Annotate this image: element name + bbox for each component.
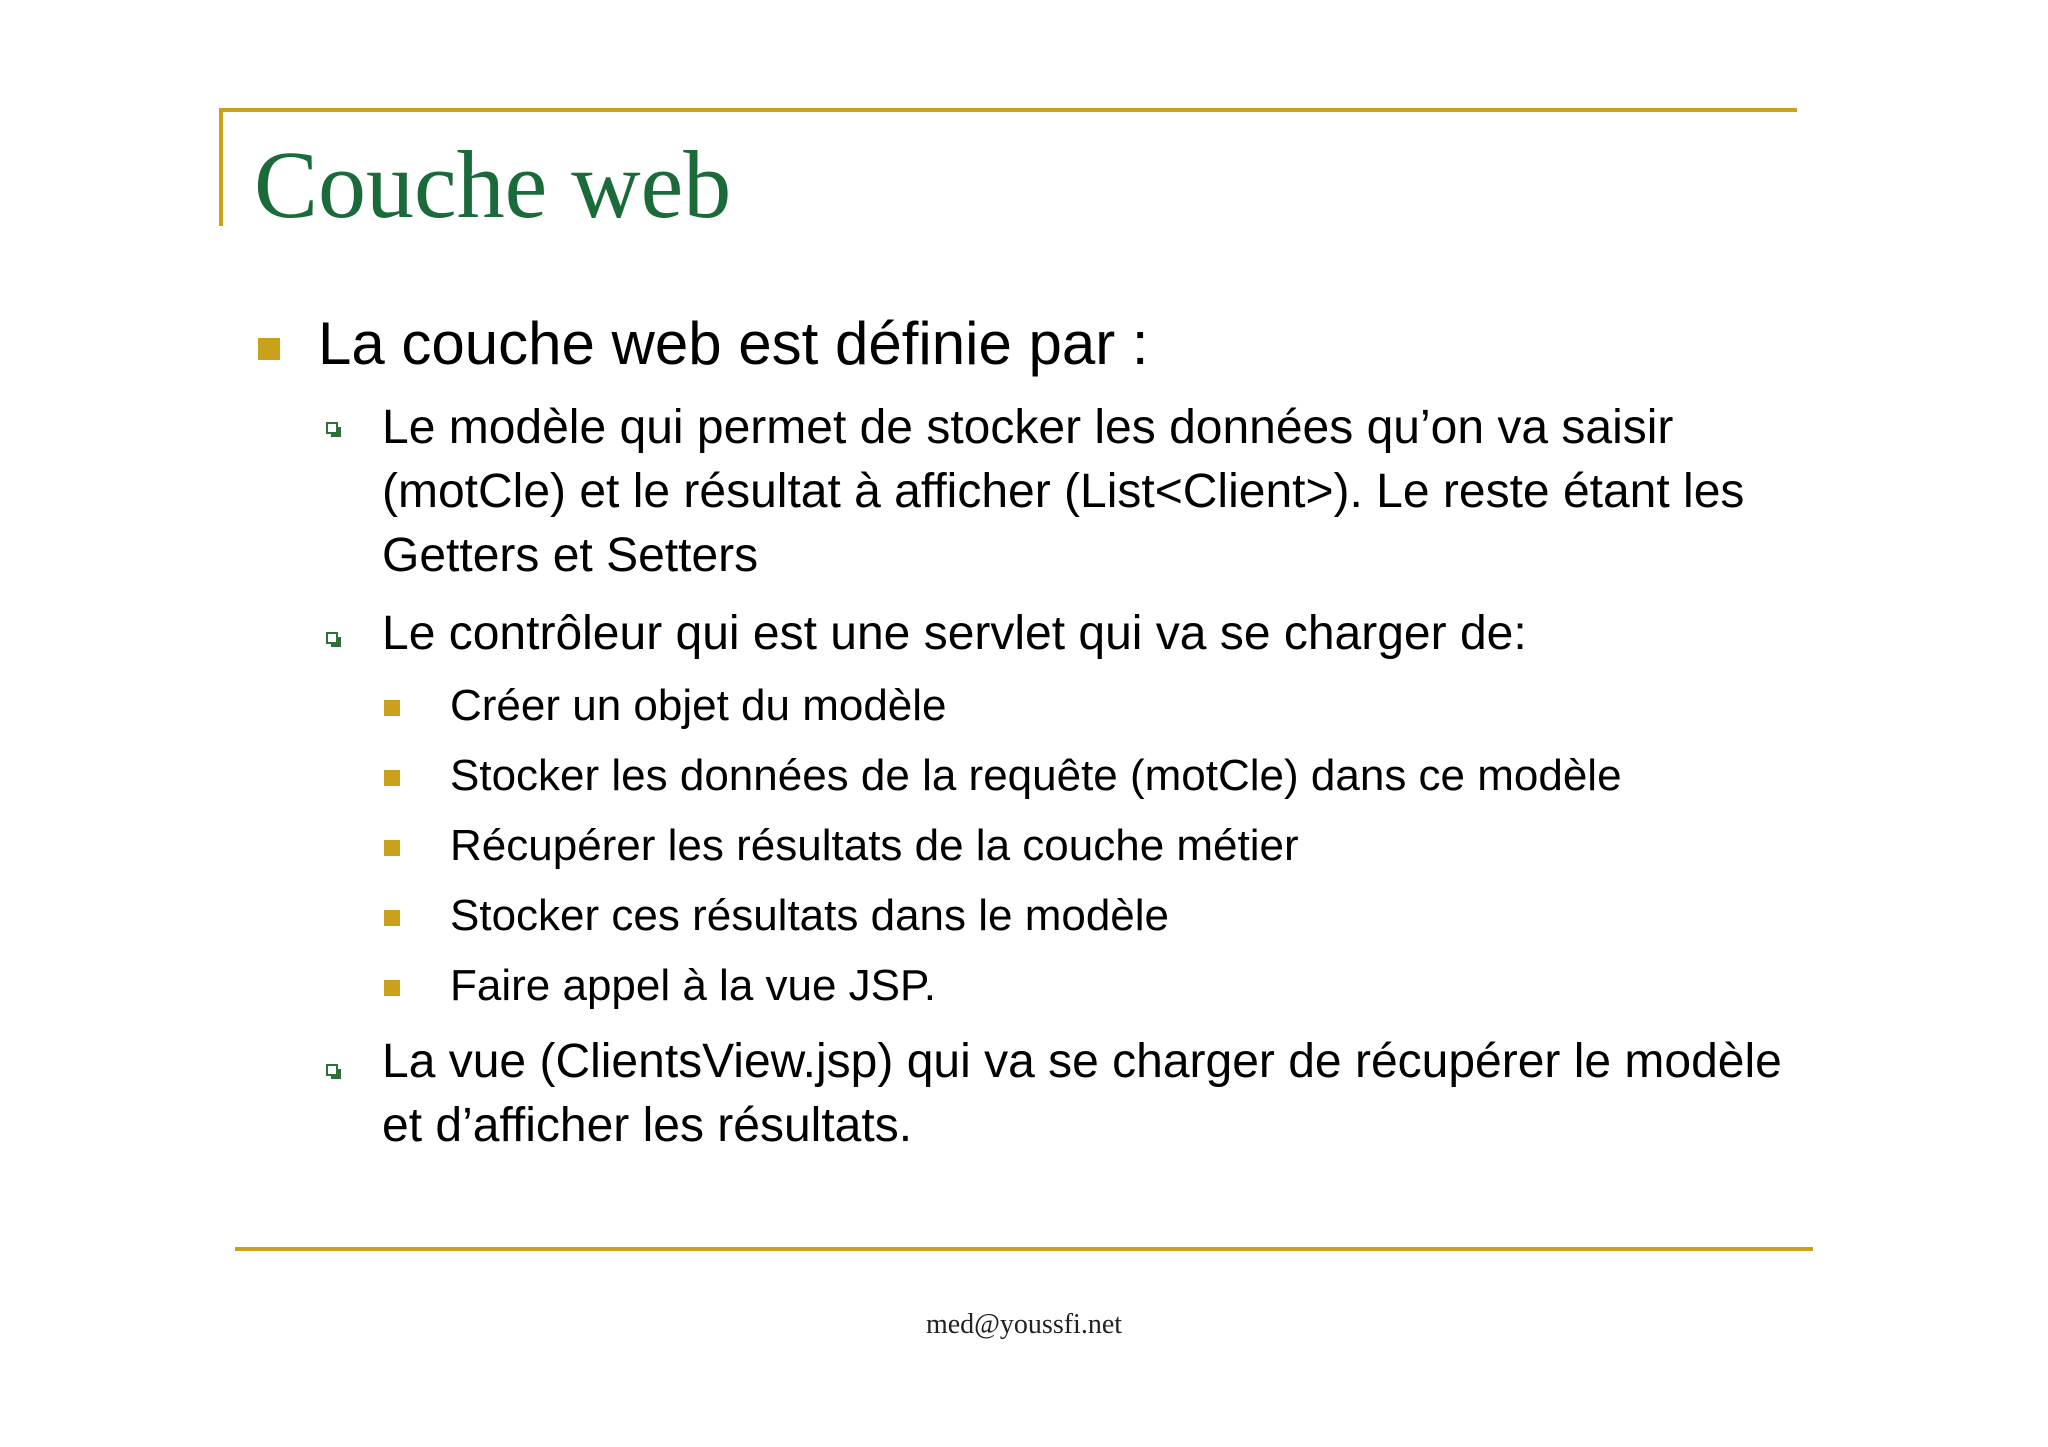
- slide-title: Couche web: [254, 131, 732, 238]
- checkbox-bullet-icon: [326, 1064, 338, 1076]
- sub-item-store-request: Stocker les données de la requête (motCle) dans ce modèle: [450, 751, 1622, 800]
- square-bullet-icon: [384, 840, 400, 856]
- square-bullet-icon: [384, 700, 400, 716]
- main-bullet-text: La couche web est définie par :: [318, 310, 1149, 377]
- list-item-controller: Le contrôleur qui est une servlet qui va se charger de:: [382, 607, 1527, 660]
- sub-item-get-results: Récupérer les résultats de la couche métier: [450, 821, 1299, 870]
- list-item-model: Le modèle qui permet de stocker les données qu’on va saisir (motCle) et le résultat à afficher (List<Client>). Le reste étant les Getters et Setters: [382, 401, 1745, 582]
- sub-item-store-results: Stocker ces résultats dans le modèle: [450, 891, 1170, 940]
- checkbox-bullet-icon: [326, 632, 338, 644]
- square-bullet-icon: [384, 980, 400, 996]
- square-bullet-icon: [384, 770, 400, 786]
- square-bullet-icon: [384, 910, 400, 926]
- square-bullet-icon: [258, 338, 280, 360]
- footer-divider: [235, 1247, 1813, 1251]
- checkbox-bullet-icon: [326, 422, 338, 434]
- list-item-view: La vue (ClientsView.jsp) qui va se charger de récupérer le modèle et d’afficher les résultats.: [382, 1035, 1782, 1152]
- footer-email: med@youssfi.net: [925, 1309, 1123, 1340]
- sub-item-call-view: Faire appel à la vue JSP.: [450, 961, 936, 1010]
- sub-item-create-model: Créer un objet du modèle: [450, 681, 947, 730]
